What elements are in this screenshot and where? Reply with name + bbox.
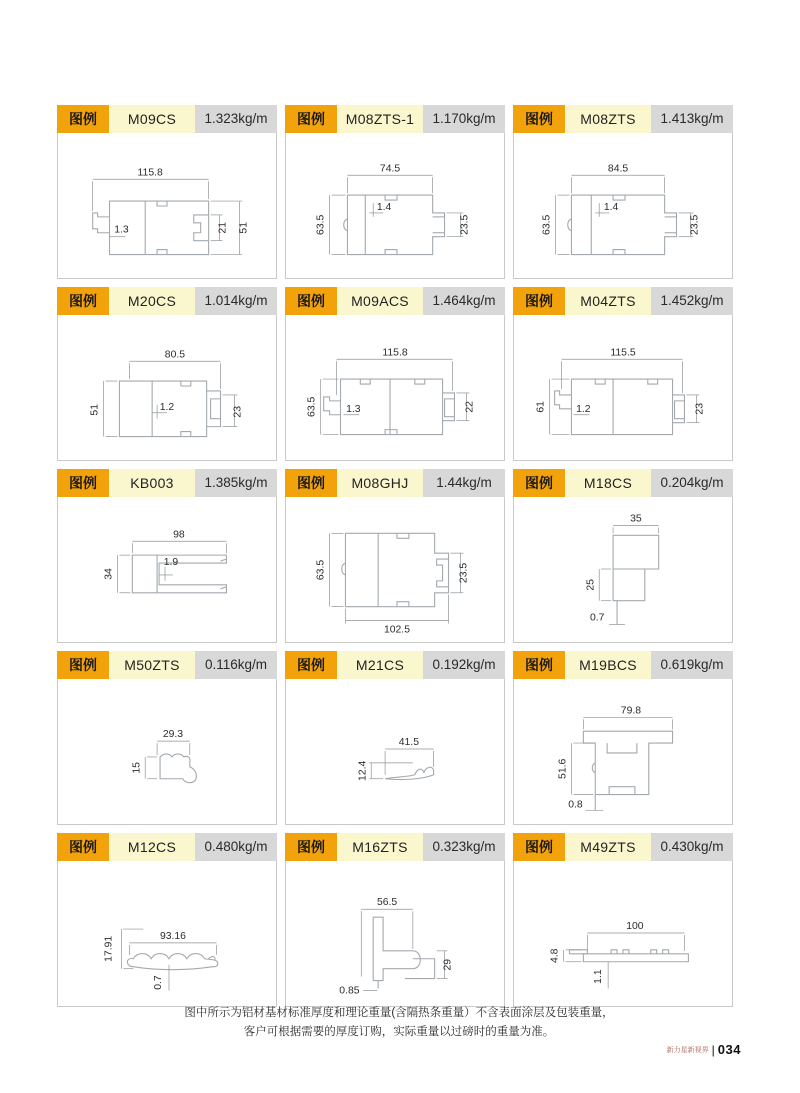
profile-weight: 1.413kg/m: [651, 105, 733, 133]
profile-outline: [160, 754, 196, 783]
legend-label: 图例: [513, 651, 565, 679]
profile-outline: [611, 950, 617, 954]
dimension-label: 0.7: [153, 975, 165, 990]
dimension-label: 84.5: [607, 163, 629, 175]
profile-section-svg: [514, 497, 732, 641]
dimension-label: 35: [630, 513, 642, 525]
profile-section-svg: [58, 861, 276, 1005]
profile-outline: [385, 250, 397, 255]
dimension-label: 1.3: [346, 403, 361, 415]
dimension-label: 63.5: [541, 214, 553, 235]
profile-section-svg: [58, 497, 276, 641]
dimension-label: 115.5: [610, 347, 636, 359]
dimension-label: 79.8: [620, 705, 642, 717]
profile-outline: [613, 195, 625, 200]
dimension-label: 21: [217, 222, 229, 234]
profile-drawing: [285, 861, 505, 1007]
profile-outline: [663, 950, 669, 954]
profile-card: [285, 105, 505, 279]
dimension-label: 1.9: [163, 557, 179, 569]
dimension-label: 1.2: [576, 403, 591, 415]
profile-card-header: [57, 833, 277, 861]
profile-outline: [221, 559, 227, 561]
footer-note-line1: 图中所示为铝材基材标准厚度和理论重量(含隔热条重量）不含表面涂层及包装重量，: [184, 1007, 614, 1019]
profile-card-header: [285, 287, 505, 315]
profile-card-header: [513, 651, 733, 679]
dimension-label: 34: [103, 568, 115, 580]
legend-label: 图例: [513, 469, 565, 497]
profile-drawing: [57, 679, 277, 825]
brand-name: 新力星新视界: [666, 1046, 709, 1054]
dimension-label: 17.91: [103, 935, 115, 962]
profile-card: [513, 105, 733, 279]
profile-weight: 1.170kg/m: [423, 105, 505, 133]
profile-section-svg: [286, 315, 504, 459]
legend-label: 图例: [513, 105, 565, 133]
dimension-label: 63.5: [315, 214, 327, 235]
profile-weight: 1.452kg/m: [651, 287, 733, 315]
profile-code: M08ZTS: [565, 105, 651, 133]
profile-card-header: [285, 469, 505, 497]
profile-card: [513, 833, 733, 1007]
profile-code: M12CS: [109, 833, 195, 861]
profile-grid: [57, 105, 741, 1007]
profile-drawing: [513, 497, 733, 643]
profile-card-header: [513, 105, 733, 133]
profile-outline: [194, 215, 209, 241]
profile-outline: [207, 391, 221, 427]
profile-outline: [385, 195, 397, 200]
profile-outline: [157, 201, 167, 206]
legend-label: 图例: [57, 651, 109, 679]
dimension-label: 23: [694, 403, 706, 415]
profile-code: M50ZTS: [109, 651, 195, 679]
profile-drawing: [513, 861, 733, 1007]
profile-code: M08ZTS-1: [337, 105, 423, 133]
dimension-label: 56.5: [376, 897, 398, 909]
dimension-label: 1.1: [593, 969, 605, 984]
profile-section-svg: [514, 861, 732, 1005]
dimension-label: 41.5: [398, 737, 419, 749]
dimension-label: 23: [232, 405, 244, 418]
profile-card: [513, 287, 733, 461]
dimension-label: 23.5: [459, 214, 471, 235]
dimension-label: 63.5: [315, 559, 327, 581]
profile-section-svg: [58, 679, 276, 823]
profile-card: [57, 105, 277, 279]
profile-section-svg: [286, 497, 504, 641]
profile-outline: [648, 379, 658, 384]
profile-card: [57, 287, 277, 461]
profile-outline: [555, 391, 572, 409]
legend-label: 图例: [285, 833, 337, 861]
dimension-label: 98: [173, 529, 185, 541]
dimension-label: 23.5: [689, 214, 701, 235]
dimension-label: 51: [89, 404, 101, 416]
profile-card-header: [57, 105, 277, 133]
dimension-label: 115.8: [382, 347, 408, 359]
profile-section-svg: [58, 315, 276, 459]
profile-outline: [385, 767, 434, 779]
profile-card: [57, 651, 277, 825]
dimension-label: 0.8: [568, 799, 583, 811]
profile-section-svg: [286, 679, 504, 823]
legend-label: 图例: [285, 469, 337, 497]
profile-outline: [397, 533, 409, 538]
legend-label: 图例: [285, 651, 337, 679]
dimension-label: 100: [626, 921, 644, 933]
profile-outline: [345, 533, 448, 606]
footer-brand-line: [667, 1042, 741, 1057]
footer-note: [57, 1004, 741, 1042]
dimension-label: 0.7: [590, 612, 605, 624]
profile-card-header: [513, 833, 733, 861]
legend-label: 图例: [57, 105, 109, 133]
dimension-label: 22: [464, 401, 476, 413]
profile-card-header: [285, 833, 505, 861]
dimension-label: 115.8: [137, 167, 163, 179]
page-number: 034: [717, 1042, 741, 1057]
profile-outline: [595, 379, 605, 384]
dimension-label: 1.4: [376, 201, 392, 213]
profile-code: M09ACS: [337, 287, 423, 315]
profile-outline: [324, 397, 341, 415]
profile-weight: 0.204kg/m: [651, 469, 733, 497]
profile-weight: 0.192kg/m: [423, 651, 505, 679]
profile-card: [57, 833, 277, 1007]
profile-card: [513, 469, 733, 643]
profile-card-header: [285, 105, 505, 133]
dimension-label: 51.6: [557, 758, 569, 779]
dimension-label: 29: [442, 958, 454, 971]
profile-outline: [607, 743, 637, 753]
profile-outline: [613, 535, 659, 600]
profile-card-header: [57, 469, 277, 497]
profile-drawing: [285, 315, 505, 461]
profile-drawing: [57, 497, 277, 643]
footer-note-line2: 客户可根据需要的厚度订购，实际重量以过磅时的重量为准。: [243, 1026, 555, 1038]
profile-code: M08GHJ: [337, 469, 423, 497]
dimension-label: 102.5: [383, 624, 410, 636]
dimension-label: 1.2: [159, 401, 175, 413]
profile-outline: [360, 379, 370, 384]
profile-card: [57, 469, 277, 643]
profile-weight: 1.014kg/m: [195, 287, 277, 315]
dimension-label: 15: [131, 762, 143, 774]
dimension-label: 0.85: [339, 985, 360, 997]
profile-weight: 0.116kg/m: [195, 651, 277, 679]
profile-code: M49ZTS: [565, 833, 651, 861]
profile-outline: [415, 379, 425, 384]
profile-weight: 1.44kg/m: [423, 469, 505, 497]
profile-section-svg: [514, 133, 732, 277]
profile-section-svg: [58, 133, 276, 277]
profile-drawing: [57, 861, 277, 1007]
legend-label: 图例: [285, 287, 337, 315]
profile-outline: [93, 213, 110, 233]
profile-outline: [613, 250, 625, 255]
profile-code: M21CS: [337, 651, 423, 679]
profile-outline: [344, 219, 348, 231]
profile-outline: [181, 432, 191, 437]
profile-outline: [437, 559, 449, 587]
dimension-label: 12.4: [357, 760, 369, 781]
profile-code: M18CS: [565, 469, 651, 497]
dimension-label: 80.5: [164, 349, 186, 361]
profile-code: M04ZTS: [565, 287, 651, 315]
profile-drawing: [57, 133, 277, 279]
profile-outline: [675, 401, 685, 419]
dimension-label: 61: [535, 401, 547, 413]
profile-outline: [132, 555, 226, 593]
profile-outline: [211, 399, 221, 419]
dimension-label: 4.8: [549, 948, 561, 964]
profile-outline: [651, 950, 657, 954]
profile-outline: [445, 399, 455, 417]
dimension-label: 25: [585, 579, 597, 591]
profile-drawing: [285, 679, 505, 825]
profile-outline: [181, 381, 191, 386]
profile-card-header: [513, 287, 733, 315]
profile-outline: [623, 950, 629, 954]
profile-drawing: [513, 315, 733, 461]
profile-weight: 0.619kg/m: [651, 651, 733, 679]
profile-outline: [583, 954, 688, 962]
profile-drawing: [513, 133, 733, 279]
profile-outline: [569, 950, 587, 954]
legend-label: 图例: [513, 833, 565, 861]
profile-outline: [127, 954, 217, 970]
profile-outline: [385, 430, 397, 435]
legend-label: 图例: [285, 105, 337, 133]
profile-section-svg: [286, 133, 504, 277]
profile-card: [285, 651, 505, 825]
profile-drawing: [285, 497, 505, 643]
profile-outline: [397, 602, 409, 607]
profile-card: [513, 651, 733, 825]
dimension-label: 74.5: [379, 163, 401, 175]
profile-code: M19BCS: [565, 651, 651, 679]
dimension-label: 93.16: [159, 930, 186, 942]
profile-weight: 0.480kg/m: [195, 833, 277, 861]
profile-outline: [157, 250, 167, 255]
profile-outline: [342, 563, 346, 575]
dimension-label: 23.5: [458, 562, 470, 584]
profile-section-svg: [514, 679, 732, 823]
profile-outline: [347, 195, 444, 254]
profile-section-svg: [514, 315, 732, 459]
profile-section-svg: [286, 861, 504, 1005]
profile-outline: [568, 219, 572, 231]
profile-card-header: [285, 651, 505, 679]
profile-drawing: [285, 133, 505, 279]
dimension-label: 51: [238, 222, 250, 234]
profile-outline: [221, 587, 227, 589]
profile-outline: [571, 195, 676, 254]
legend-label: 图例: [57, 833, 109, 861]
profile-outline: [373, 917, 420, 980]
profile-weight: 1.464kg/m: [423, 287, 505, 315]
profile-outline: [609, 787, 635, 795]
profile-weight: 1.385kg/m: [195, 469, 277, 497]
profile-outline: [583, 731, 672, 794]
profile-card-header: [57, 287, 277, 315]
dimension-label: 63.5: [306, 396, 318, 417]
profile-card-header: [513, 469, 733, 497]
dimension-label: 1.3: [114, 224, 129, 236]
dimension-label: 29.3: [162, 729, 184, 741]
profile-drawing: [513, 679, 733, 825]
legend-label: 图例: [57, 287, 109, 315]
profile-card: [285, 469, 505, 643]
profile-card-header: [57, 651, 277, 679]
profile-weight: 0.323kg/m: [423, 833, 505, 861]
legend-label: 图例: [513, 287, 565, 315]
profile-card: [285, 833, 505, 1007]
profile-weight: 1.323kg/m: [195, 105, 277, 133]
profile-drawing: [57, 315, 277, 461]
profile-code: KB003: [109, 469, 195, 497]
profile-code: M09CS: [109, 105, 195, 133]
legend-label: 图例: [57, 469, 109, 497]
dimension-label: 1.4: [603, 201, 619, 213]
brand-divider: |: [711, 1042, 715, 1057]
profile-code: M20CS: [109, 287, 195, 315]
profile-weight: 0.430kg/m: [651, 833, 733, 861]
profile-card: [285, 287, 505, 461]
profile-code: M16ZTS: [337, 833, 423, 861]
